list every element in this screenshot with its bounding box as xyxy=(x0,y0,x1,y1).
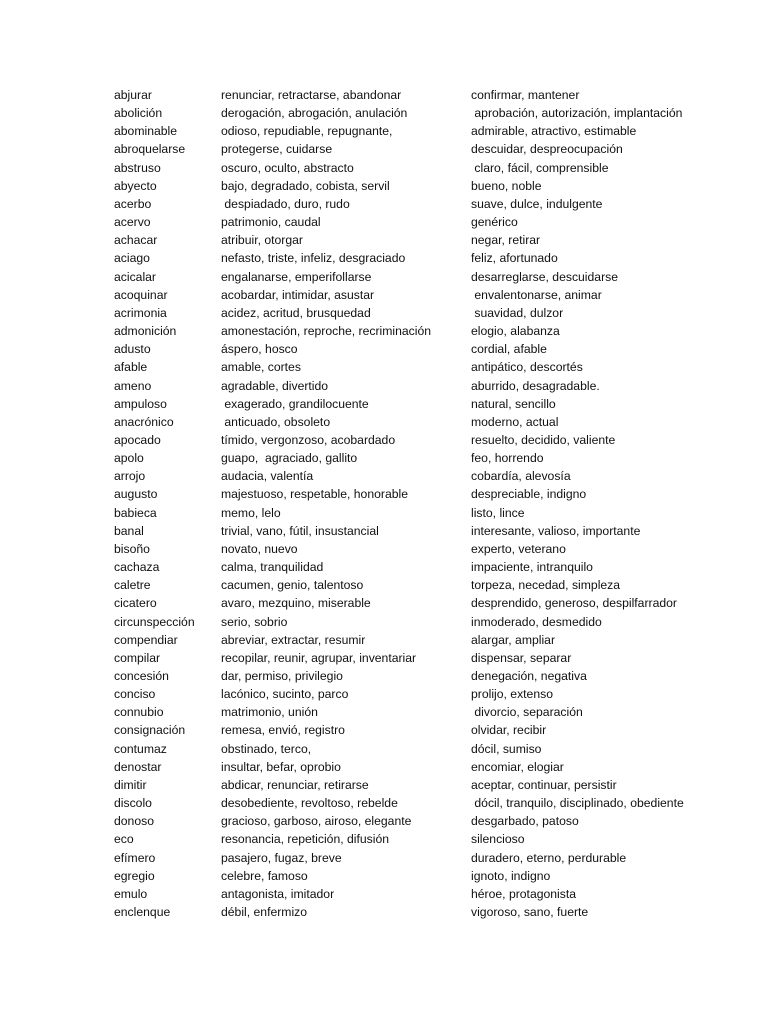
word-cell: contumaz xyxy=(114,741,167,756)
word-cell: abominable xyxy=(114,124,178,139)
antonyms-cell: aprobación, autorización, implantación xyxy=(471,106,683,121)
synonyms-cell: celebre, famoso xyxy=(221,868,308,883)
antonyms-cell: dispensar, separar xyxy=(471,650,572,665)
word-cell: cicatero xyxy=(114,596,157,611)
word-cell: apocado xyxy=(114,432,161,447)
antonyms-cell: prolijo, extenso xyxy=(471,687,553,702)
word-cell: conciso xyxy=(114,687,156,702)
table-row xyxy=(114,159,754,177)
table-row xyxy=(114,631,754,649)
table-row xyxy=(114,740,754,758)
table-row xyxy=(114,649,754,667)
word-cell: babieca xyxy=(114,505,157,520)
table-row xyxy=(114,540,754,558)
synonyms-cell: novato, nuevo xyxy=(221,541,298,556)
word-cell: banal xyxy=(114,523,144,538)
table-row xyxy=(114,485,754,503)
synonyms-cell: abreviar, extractar, resumir xyxy=(221,632,366,647)
word-cell: emulo xyxy=(114,886,148,901)
antonyms-cell: elogio, alabanza xyxy=(471,324,560,339)
synonyms-cell: patrimonio, caudal xyxy=(221,215,321,230)
table-row xyxy=(114,140,754,158)
antonyms-cell: desarreglarse, descuidarse xyxy=(471,269,619,284)
synonyms-cell: guapo, agraciado, gallito xyxy=(221,451,358,466)
synonyms-cell: gracioso, garboso, airoso, elegante xyxy=(221,814,412,829)
synonyms-cell: memo, lelo xyxy=(221,505,281,520)
synonyms-cell: audacia, valentía xyxy=(221,469,314,484)
table-row xyxy=(114,867,754,885)
table-row xyxy=(114,794,754,812)
table-row xyxy=(114,395,754,413)
word-cell: apolo xyxy=(114,451,144,466)
word-cell: abjurar xyxy=(114,88,152,102)
synonyms-cell: matrimonio, unión xyxy=(221,705,318,720)
antonyms-cell: descuidar, despreocupación xyxy=(471,142,623,157)
table-row xyxy=(114,849,754,867)
synonyms-cell: anticuado, obsoleto xyxy=(221,414,331,429)
table-row xyxy=(114,903,754,921)
antonyms-cell: aceptar, continuar, persistir xyxy=(471,777,617,792)
table-row xyxy=(114,86,754,104)
synonyms-cell: avaro, mezquino, miserable xyxy=(221,596,371,611)
word-cell: augusto xyxy=(114,487,158,502)
word-cell: efímero xyxy=(114,850,156,865)
antonyms-cell: natural, sencillo xyxy=(471,396,556,411)
synonyms-cell: abdicar, renunciar, retirarse xyxy=(221,777,369,792)
word-cell: acoquinar xyxy=(114,287,168,302)
synonyms-cell: amable, cortes xyxy=(221,360,301,375)
table-row xyxy=(114,594,754,612)
synonym-antonym-table xyxy=(114,86,754,921)
antonyms-cell: desgarbado, patoso xyxy=(471,814,579,829)
antonyms-cell: torpeza, necedad, simpleza xyxy=(471,578,621,593)
antonyms-cell: héroe, protagonista xyxy=(471,886,577,901)
antonyms-cell: resuelto, decidido, valiente xyxy=(471,432,616,447)
table-row xyxy=(114,558,754,576)
synonyms-cell: pasajero, fugaz, breve xyxy=(221,850,342,865)
synonyms-cell: protegerse, cuidarse xyxy=(221,142,333,157)
synonyms-cell: serio, sobrio xyxy=(221,614,288,629)
antonyms-cell: duradero, eterno, perdurable xyxy=(471,850,627,865)
synonyms-cell: trivial, vano, fútil, insustancial xyxy=(221,523,379,538)
antonyms-cell: cordial, afable xyxy=(471,342,547,357)
antonyms-cell: silencioso xyxy=(471,832,525,847)
table-row xyxy=(114,231,754,249)
table-row xyxy=(114,268,754,286)
synonyms-cell: renunciar, retractarse, abandonar xyxy=(221,88,402,102)
table-row xyxy=(114,377,754,395)
table-row xyxy=(114,286,754,304)
word-cell: acerbo xyxy=(114,196,152,211)
antonyms-cell: genérico xyxy=(471,215,518,230)
synonyms-cell: tímido, vergonzoso, acobardado xyxy=(221,432,396,447)
antonyms-cell: experto, veterano xyxy=(471,541,566,556)
synonyms-cell: débil, enfermizo xyxy=(221,905,308,920)
synonyms-cell: bajo, degradado, cobista, servil xyxy=(221,178,390,193)
synonyms-cell: odioso, repudiable, repugnante, xyxy=(221,124,393,139)
word-cell: cachaza xyxy=(114,560,160,575)
antonyms-cell: dócil, sumiso xyxy=(471,741,542,756)
synonyms-cell: acidez, acritud, brusquedad xyxy=(221,305,371,320)
word-cell: abolición xyxy=(114,106,163,121)
table-row xyxy=(114,504,754,522)
antonyms-cell: impaciente, intranquilo xyxy=(471,560,593,575)
word-cell: compendiar xyxy=(114,632,178,647)
table-row xyxy=(114,703,754,721)
synonyms-cell: dar, permiso, privilegio xyxy=(221,669,343,683)
antonyms-cell: suavidad, dulzor xyxy=(471,305,564,320)
table-row xyxy=(114,667,754,685)
synonyms-cell: remesa, envió, registro xyxy=(221,723,345,738)
word-cell: consignación xyxy=(114,723,186,738)
table-row xyxy=(114,322,754,340)
antonyms-cell: bueno, noble xyxy=(471,178,542,193)
table-row xyxy=(114,104,754,122)
synonyms-cell: obstinado, terco, xyxy=(221,741,312,756)
antonyms-cell: admirable, atractivo, estimable xyxy=(471,124,637,139)
synonyms-cell: recopilar, reunir, agrupar, inventariar xyxy=(221,650,417,665)
word-cell: discolo xyxy=(114,796,152,811)
word-cell: arrojo xyxy=(114,469,146,484)
antonyms-cell: desprendido, generoso, despilfarrador xyxy=(471,596,677,611)
word-cell: achacar xyxy=(114,233,158,248)
antonyms-cell: encomiar, elogiar xyxy=(471,759,564,774)
word-cell: adusto xyxy=(114,342,151,357)
table-row xyxy=(114,812,754,830)
table-row xyxy=(114,758,754,776)
antonyms-cell: dócil, tranquilo, disciplinado, obediente xyxy=(471,796,684,811)
synonyms-cell: desobediente, revoltoso, rebelde xyxy=(221,796,398,811)
synonyms-cell: atribuir, otorgar xyxy=(221,233,303,248)
word-cell: abyecto xyxy=(114,178,157,193)
antonyms-cell: despreciable, indigno xyxy=(471,487,587,502)
table-row xyxy=(114,213,754,231)
word-cell: caletre xyxy=(114,578,151,593)
word-cell: acrimonia xyxy=(114,305,167,320)
synonyms-cell: engalanarse, emperifollarse xyxy=(221,269,372,284)
antonyms-cell: envalentonarse, animar xyxy=(471,287,602,302)
table-row xyxy=(114,613,754,631)
synonyms-cell: antagonista, imitador xyxy=(221,886,335,901)
synonyms-cell: resonancia, repetición, difusión xyxy=(221,832,390,847)
word-cell: concesión xyxy=(114,669,169,683)
antonyms-cell: interesante, valioso, importante xyxy=(471,523,641,538)
antonyms-cell: feliz, afortunado xyxy=(471,251,558,266)
word-cell: afable xyxy=(114,360,148,375)
word-cell: connubio xyxy=(114,705,164,720)
antonyms-cell: confirmar, mantener xyxy=(471,88,580,102)
word-cell: donoso xyxy=(114,814,154,829)
table-row xyxy=(114,177,754,195)
antonyms-cell: vigoroso, sano, fuerte xyxy=(471,905,589,920)
antonyms-cell: claro, fácil, comprensible xyxy=(471,160,609,175)
table-row xyxy=(114,122,754,140)
table-row xyxy=(114,340,754,358)
antonyms-cell: aburrido, desagradable. xyxy=(471,378,600,393)
synonyms-cell: amonestación, reproche, recriminación xyxy=(221,324,431,339)
synonyms-cell: cacumen, genio, talentoso xyxy=(221,578,364,593)
antonyms-cell: olvidar, recibir xyxy=(471,723,547,738)
table-row xyxy=(114,467,754,485)
table-row xyxy=(114,776,754,794)
synonyms-cell: agradable, divertido xyxy=(221,378,329,393)
antonyms-cell: antipático, descortés xyxy=(471,360,583,375)
word-cell: acicalar xyxy=(114,269,156,284)
antonyms-cell: moderno, actual xyxy=(471,414,559,429)
word-cell: compilar xyxy=(114,650,161,665)
synonyms-cell: exagerado, grandilocuente xyxy=(221,396,369,411)
antonyms-cell: inmoderado, desmedido xyxy=(471,614,602,629)
antonyms-cell: denegación, negativa xyxy=(471,669,587,683)
table-row xyxy=(114,358,754,376)
word-cell: admonición xyxy=(114,324,177,339)
table-row xyxy=(114,522,754,540)
table-row xyxy=(114,449,754,467)
table-row xyxy=(114,885,754,903)
word-cell: abstruso xyxy=(114,160,161,175)
antonyms-cell: cobardía, alevosía xyxy=(471,469,571,484)
word-cell: ampuloso xyxy=(114,396,167,411)
synonyms-cell: oscuro, oculto, abstracto xyxy=(221,160,354,175)
synonyms-cell: calma, tranquilidad xyxy=(221,560,324,575)
antonyms-cell: divorcio, separación xyxy=(471,705,583,720)
word-cell: ameno xyxy=(114,378,152,393)
synonyms-cell: insultar, befar, oprobio xyxy=(221,759,341,774)
synonyms-cell: lacónico, sucinto, parco xyxy=(221,687,349,702)
antonyms-cell: alargar, ampliar xyxy=(471,632,555,647)
antonyms-cell: negar, retirar xyxy=(471,233,541,248)
table-row xyxy=(114,304,754,322)
table-row xyxy=(114,721,754,739)
antonyms-cell: feo, horrendo xyxy=(471,451,544,466)
table-row xyxy=(114,576,754,594)
word-cell: eco xyxy=(114,832,134,847)
antonyms-cell: listo, lince xyxy=(471,505,525,520)
table-row xyxy=(114,195,754,213)
word-cell: denostar xyxy=(114,759,162,774)
word-cell: egregio xyxy=(114,868,155,883)
synonyms-cell: majestuoso, respetable, honorable xyxy=(221,487,408,502)
table-row xyxy=(114,249,754,267)
word-cell: enclenque xyxy=(114,905,171,920)
synonyms-cell: despiadado, duro, rudo xyxy=(221,196,350,211)
word-cell: dimitir xyxy=(114,777,147,792)
synonyms-cell: derogación, abrogación, anulación xyxy=(221,106,408,121)
synonyms-cell: acobardar, intimidar, asustar xyxy=(221,287,375,302)
word-cell: acervo xyxy=(114,215,151,230)
word-cell: abroquelarse xyxy=(114,142,186,157)
antonyms-cell: suave, dulce, indulgente xyxy=(471,196,603,211)
word-cell: anacrónico xyxy=(114,414,174,429)
table-row xyxy=(114,431,754,449)
synonyms-cell: áspero, hosco xyxy=(221,342,298,357)
table-row xyxy=(114,830,754,848)
word-cell: circunspección xyxy=(114,614,195,629)
antonyms-cell: ignoto, indigno xyxy=(471,868,551,883)
word-cell: aciago xyxy=(114,251,150,266)
table-row xyxy=(114,685,754,703)
table-row xyxy=(114,413,754,431)
word-cell: bisoño xyxy=(114,541,150,556)
synonyms-cell: nefasto, triste, infeliz, desgraciado xyxy=(221,251,406,266)
